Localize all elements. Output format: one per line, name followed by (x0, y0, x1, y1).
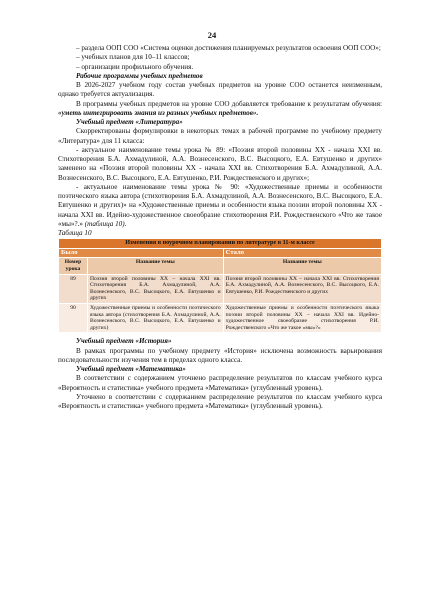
table-row (59, 304, 382, 333)
table-title: Изменения в поурочном планировании по литературе в 11-м классе (59, 239, 382, 249)
paragraph-lesson-90-end: . (124, 219, 127, 228)
intro-item-1: – раздела ООП СОО «Система оценки достижения планируемых результатов освоения ООП СОО»; (76, 44, 381, 52)
paragraph-lesson-90 (58, 183, 382, 229)
table-caption: Таблица 10 (58, 229, 92, 237)
table-cell-now: Поэзия второй половины XX – начала XXI вв. Стихотворения Б.А. Ахмадулиной, А.А. Вознесенского, В.С. Высоцкого, Е.А. Евтушенко, Р.И. Рождественского и других (223, 274, 381, 303)
paragraph-requirement-text: В программы учебных предметов на уровне СОО добавляется требование к результатам обучения: (76, 99, 382, 108)
table-header-number: Номер урока (59, 258, 88, 274)
paragraph-literature-intro: Скорректированы формулировки в некоторых темах в рабочей программе по учебному предмету «Литература» для 11 класса: (58, 127, 382, 145)
table-cell-number: 90 (59, 304, 88, 333)
heading-literature: Учебный предмет «Литература» (76, 118, 183, 126)
intro-item-2: – учебных планов для 10–11 классов; (76, 53, 190, 62)
paragraph-math-1: В соответствии с содержанием уточнено распределение результатов по классам учебного курса «Вероятность и статистика» учебного предмета «Математика» (углубленный уровень). (58, 374, 382, 392)
paragraph-math-2: Уточнено в соответствии с содержанием распределение результатов по классам учебного курса «Вероятность и статистика» учебного предмета «Математика» (углубленный уровень). (58, 392, 382, 411)
heading-work-programs: Рабочие программы учебных предметов (76, 71, 203, 80)
table-cell-number: 89 (59, 274, 88, 303)
paragraph-lesson-89: - актуальное наименование темы урока № 89: «Поэзия второй половины XX - начала XXI вв. Стихотворения Б.А. Ахмадулиной, А.А. Вознесенского, В.С. Высоцкого, Е.А. Евтушенко и других» заменено на «Поэзия второй половины XX - начала XXI вв. Стихотворения Б.А. Ахмадулиной, А.А. Вознесенского, В.С. Высоцкого, Е.А. Евтушенко, Р.И. Рождественского и других»; (58, 145, 382, 182)
paragraph-history: В рамках программы по учебному предмету «История» исключена возможность варьирования последовательности изучения тем в пределах одного класса. (58, 346, 382, 364)
table-reference: (таблица 10) (84, 219, 125, 228)
table-cell-now: Художественные приемы и особенности поэтического языка поэзии второй половины XX – начала XXI вв. Идейно-художественное своеобразие стихотворения Р.И. Рождественского «Что же такое «мы»?» (223, 304, 381, 333)
paragraph-composition: В 2026-2027 учебном году состав учебных предметов на уровне СОО останется неизменным, однако требуется актуализация. (58, 81, 382, 99)
paragraph-lesson-90-text: - актуальное наименование темы урока № 90: «Художественные приемы и особенности поэтического языка автора (стихотворения Б.А. Ахмадулиной, А.А. Вознесенского, В.С. Высоцкого, Е.А. Евтушенко и других)» на «Художественные приемы и особенности языка поэзии второй половины XX - начала XXI вв. Идейно-художественное своеобразие стихотворения Р.И. Рождественского «Что же такое «мы»?.» (58, 182, 382, 228)
table-header-topic-now: Название темы (223, 258, 381, 274)
table-cell-was: Художественные приемы и особенности поэтического языка автора (стихотворения Б.А. Ахмадулиной, А.А. Вознесенского, В.С. Высоцкого, Е.А. Евтушенко и других) (88, 304, 224, 333)
document-body (58, 44, 382, 411)
table-col-was: Было (59, 248, 224, 258)
changes-table (58, 238, 382, 333)
paragraph-requirement (58, 100, 382, 119)
table-header-topic-was: Название темы (88, 258, 224, 274)
intro-item-3: – организации профильного обучения. (76, 62, 194, 71)
heading-history: Учебный предмет «История» (76, 337, 172, 346)
table-col-now: Стало (223, 248, 381, 258)
page-number: 24 (207, 30, 217, 40)
table-row (59, 274, 382, 303)
heading-math: Учебный предмет «Математика» (76, 365, 186, 374)
paragraph-requirement-quote: «уметь интегрировать знания из разных учебных предметов». (58, 108, 259, 117)
table-cell-was: Поэзия второй половины XX – начала XXI вв. Стихотворения Б.А. Ахмадулиной, А.А. Вознесенского, В.С. Высоцкого, Е.А. Евтушенко и других (88, 274, 224, 303)
